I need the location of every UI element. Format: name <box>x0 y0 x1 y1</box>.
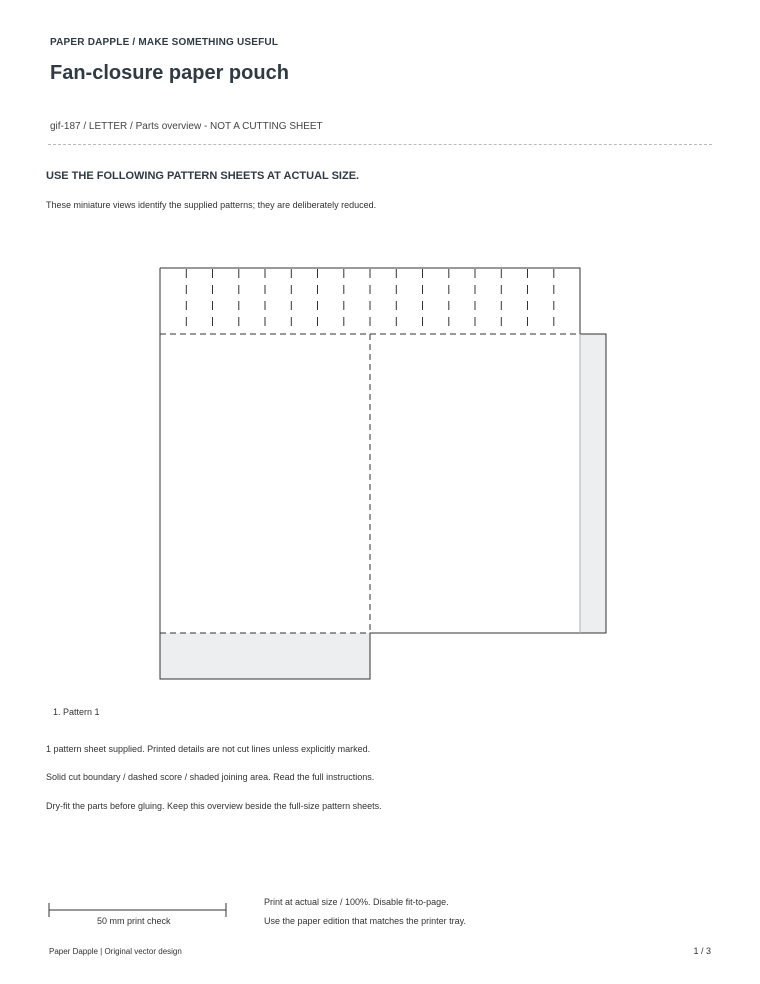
print-instruction-2: Use the paper edition that matches the printer tray. <box>264 916 466 926</box>
brand-line: PAPER DAPPLE / MAKE SOMETHING USEFUL <box>50 37 279 48</box>
page-title: Fan-closure paper pouch <box>50 62 289 84</box>
instruction-subtext: These miniature views identify the supplied patterns; they are deliberately reduced. <box>46 200 377 210</box>
footer-credit: Paper Dapple | Original vector design <box>49 947 182 956</box>
scale-bar-label: 50 mm print check <box>97 916 171 926</box>
glue-flap-bottom <box>160 633 370 679</box>
note-2: Solid cut boundary / dashed score / shaded joining area. Read the full instructions. <box>46 772 375 782</box>
glue-flap-side <box>580 334 606 633</box>
sheet-meta: gif-187 / LETTER / Parts overview - NOT A CUTTING SHEET <box>50 121 323 132</box>
cut-outline <box>160 268 606 679</box>
instruction-heading: USE THE FOLLOWING PATTERN SHEETS AT ACTUAL SIZE. <box>46 170 360 182</box>
note-1: 1 pattern sheet supplied. Printed details are not cut lines unless explicitly marked. <box>46 744 371 754</box>
fan-score-lines <box>186 269 554 333</box>
print-instruction-1: Print at actual size / 100%. Disable fit-to-page. <box>264 897 449 907</box>
page-number: 1 / 3 <box>693 946 711 956</box>
note-3: Dry-fit the parts before gluing. Keep this overview beside the full-size pattern sheets. <box>46 801 382 811</box>
pattern-caption: 1. Pattern 1 <box>53 707 100 717</box>
